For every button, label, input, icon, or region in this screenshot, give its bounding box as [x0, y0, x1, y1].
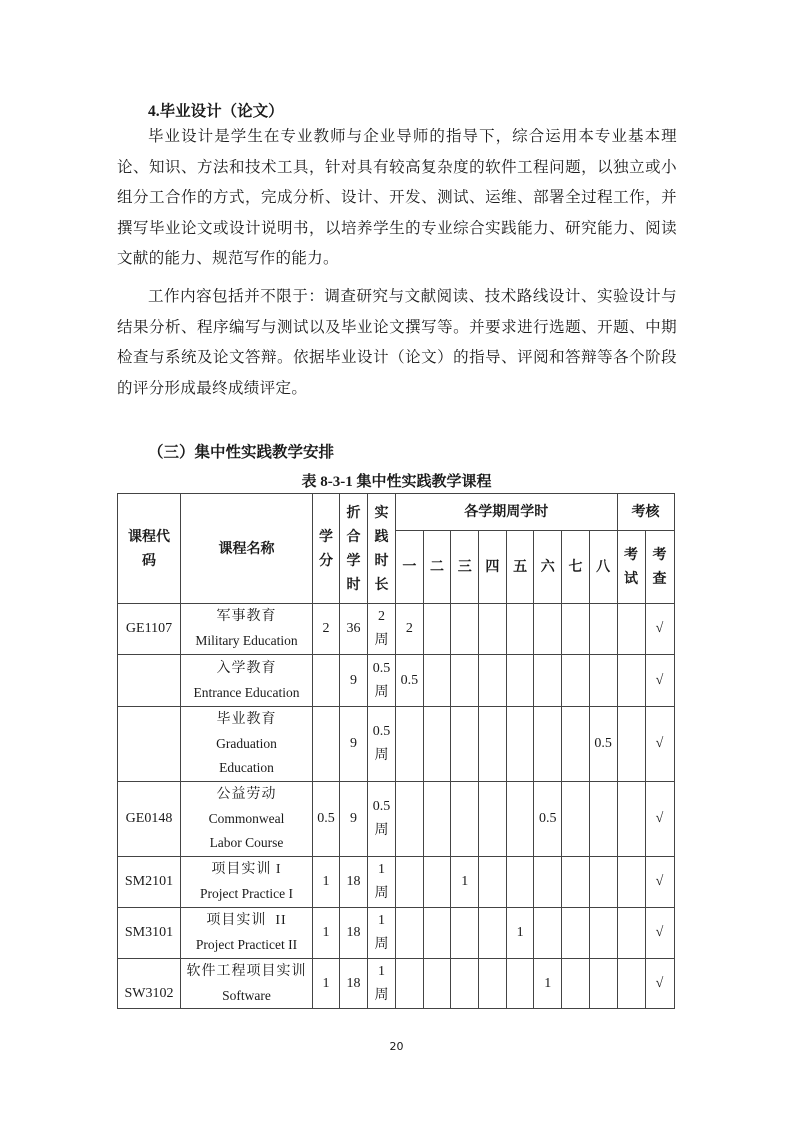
semester-2-hours: [423, 857, 451, 908]
semester-3-hours: 1: [451, 857, 479, 908]
credit: 1: [313, 857, 340, 908]
course-code: SW3102: [118, 959, 181, 1009]
check-mark: √: [645, 707, 674, 782]
semester-4-hours: [479, 655, 507, 707]
exam-mark: [617, 908, 645, 959]
table-row: [118, 782, 675, 857]
semester-7-hours: [562, 604, 590, 655]
course-code: [118, 655, 181, 707]
practice-length: 0.5 周: [368, 707, 396, 782]
credit: [313, 655, 340, 707]
semester-5-hours: [506, 782, 534, 857]
converted-hours: 18: [340, 857, 368, 908]
semester-6-hours: [534, 604, 562, 655]
header-practice-length: 实践时长: [368, 494, 396, 604]
semester-5-hours: 1: [506, 908, 534, 959]
semester-3-hours: [451, 782, 479, 857]
header-exam: 考试: [617, 531, 645, 604]
semester-5-hours: [506, 655, 534, 707]
converted-hours: 18: [340, 959, 368, 1009]
semester-4-hours: [479, 782, 507, 857]
course-code: [118, 707, 181, 782]
exam-mark: [617, 857, 645, 908]
table-row: [118, 707, 675, 782]
semester-5-hours: [506, 857, 534, 908]
semester-1-hours: [396, 857, 424, 908]
paragraph-graduation-design-intro: 毕业设计是学生在专业教师与企业导师的指导下，综合运用本专业基本理论、知识、方法和技术工具，针对具有较高复杂度的软件工程问题，以独立或小组分工合作的方式，完成分析、设计、开发、测试、运维、部署全过程工作，并撰写毕业论文或设计说明书，以培养学生的专业综合实践能力、研究能力、阅读文献的能力、规范写作的能力。: [117, 128, 677, 268]
practice-length: 0.5 周: [368, 655, 396, 707]
table-caption: 表 8-3-1 集中性实践教学课程: [301, 474, 492, 490]
semester-7-hours: [562, 959, 590, 1009]
check-mark: √: [645, 959, 674, 1009]
credit: 1: [313, 908, 340, 959]
semester-8-hours: [589, 604, 617, 655]
header-credit: 学分: [313, 494, 340, 604]
semester-3-hours: [451, 655, 479, 707]
converted-hours: 18: [340, 908, 368, 959]
semester-7-hours: [562, 857, 590, 908]
credit: 0.5: [313, 782, 340, 857]
header-semester-7: 七: [562, 531, 590, 604]
credit: [313, 707, 340, 782]
semester-3-hours: [451, 604, 479, 655]
header-semester-weekly-hours: 各学期周学时: [396, 494, 618, 531]
course-name: 软件工程项目实训 Software: [181, 959, 313, 1009]
converted-hours: 9: [340, 707, 368, 782]
semester-6-hours: [534, 908, 562, 959]
course-name: 毕业教育 Graduation Education: [181, 707, 313, 782]
section-heading-graduation-design: 4.毕业设计（论文）: [148, 103, 284, 120]
course-code: GE1107: [118, 604, 181, 655]
exam-mark: [617, 604, 645, 655]
table-row: [118, 857, 675, 908]
practice-length: 2 周: [368, 604, 396, 655]
semester-2-hours: [423, 707, 451, 782]
converted-hours: 9: [340, 782, 368, 857]
semester-8-hours: [589, 857, 617, 908]
paragraph-graduation-design-content: 工作内容包括并不限于：调查研究与文献阅读、技术路线设计、实验设计与结果分析、程序编写与测试以及毕业论文撰写等。并要求进行选题、开题、中期检查与系统及论文答辩。依据毕业设计（论文）的指导、评阅和答辩等各个阶段的评分形成最终成绩评定。: [117, 288, 677, 397]
semester-8-hours: [589, 782, 617, 857]
exam-mark: [617, 655, 645, 707]
semester-1-hours: [396, 707, 424, 782]
semester-4-hours: [479, 908, 507, 959]
semester-8-hours: 0.5: [589, 707, 617, 782]
semester-8-hours: [589, 908, 617, 959]
semester-5-hours: [506, 604, 534, 655]
check-mark: √: [645, 908, 674, 959]
course-code: SM3101: [118, 908, 181, 959]
semester-2-hours: [423, 655, 451, 707]
course-code: GE0148: [118, 782, 181, 857]
converted-hours: 9: [340, 655, 368, 707]
credit: 1: [313, 959, 340, 1009]
header-check: 考查: [645, 531, 674, 604]
semester-7-hours: [562, 782, 590, 857]
semester-7-hours: [562, 908, 590, 959]
course-name: 入学教育 Entrance Education: [181, 655, 313, 707]
semester-3-hours: [451, 707, 479, 782]
course-name: 项目实训 I Project Practice I: [181, 857, 313, 908]
table-row: [118, 604, 675, 655]
semester-6-hours: [534, 857, 562, 908]
header-course-code: 课程代码: [118, 494, 181, 604]
semester-3-hours: [451, 908, 479, 959]
semester-6-hours: 0.5: [534, 782, 562, 857]
practice-course-table: [117, 493, 675, 1009]
header-course-name: 课程名称: [181, 494, 313, 604]
exam-mark: [617, 707, 645, 782]
practice-length: 1 周: [368, 908, 396, 959]
semester-3-hours: [451, 959, 479, 1009]
converted-hours: 36: [340, 604, 368, 655]
check-mark: √: [645, 655, 674, 707]
semester-4-hours: [479, 707, 507, 782]
header-assessment: 考核: [617, 494, 674, 531]
check-mark: √: [645, 604, 674, 655]
semester-4-hours: [479, 604, 507, 655]
semester-6-hours: [534, 707, 562, 782]
course-name: 公益劳动 Commonweal Labor Course: [181, 782, 313, 857]
practice-length: 1 周: [368, 857, 396, 908]
course-name: 项目实训 II Project Practicet II: [181, 908, 313, 959]
header-semester-4: 四: [479, 531, 507, 604]
semester-8-hours: [589, 655, 617, 707]
table-header-row-1: [118, 494, 675, 531]
semester-5-hours: [506, 959, 534, 1009]
semester-1-hours: 2: [396, 604, 424, 655]
exam-mark: [617, 782, 645, 857]
header-converted-hours: 折合学时: [340, 494, 368, 604]
semester-5-hours: [506, 707, 534, 782]
header-semester-1: 一: [396, 531, 424, 604]
semester-2-hours: [423, 959, 451, 1009]
semester-2-hours: [423, 604, 451, 655]
section-heading-centralized-practice: （三）集中性实践教学安排: [148, 444, 335, 461]
course-code: SM2101: [118, 857, 181, 908]
semester-6-hours: [534, 655, 562, 707]
semester-2-hours: [423, 782, 451, 857]
page-number: 20: [389, 1040, 404, 1053]
header-semester-3: 三: [451, 531, 479, 604]
semester-4-hours: [479, 857, 507, 908]
check-mark: √: [645, 857, 674, 908]
table-row: [118, 959, 675, 1009]
credit: 2: [313, 604, 340, 655]
course-name: 军事教育 Military Education: [181, 604, 313, 655]
semester-1-hours: [396, 908, 424, 959]
header-semester-8: 八: [589, 531, 617, 604]
semester-1-hours: 0.5: [396, 655, 424, 707]
semester-7-hours: [562, 655, 590, 707]
semester-4-hours: [479, 959, 507, 1009]
table-row: [118, 908, 675, 959]
exam-mark: [617, 959, 645, 1009]
check-mark: √: [645, 782, 674, 857]
header-semester-6: 六: [534, 531, 562, 604]
table-row: [118, 655, 675, 707]
header-semester-5: 五: [506, 531, 534, 604]
header-semester-2: 二: [423, 531, 451, 604]
semester-1-hours: [396, 959, 424, 1009]
semester-2-hours: [423, 908, 451, 959]
semester-7-hours: [562, 707, 590, 782]
semester-8-hours: [589, 959, 617, 1009]
semester-1-hours: [396, 782, 424, 857]
semester-6-hours: 1: [534, 959, 562, 1009]
practice-length: 0.5 周: [368, 782, 396, 857]
practice-length: 1 周: [368, 959, 396, 1009]
